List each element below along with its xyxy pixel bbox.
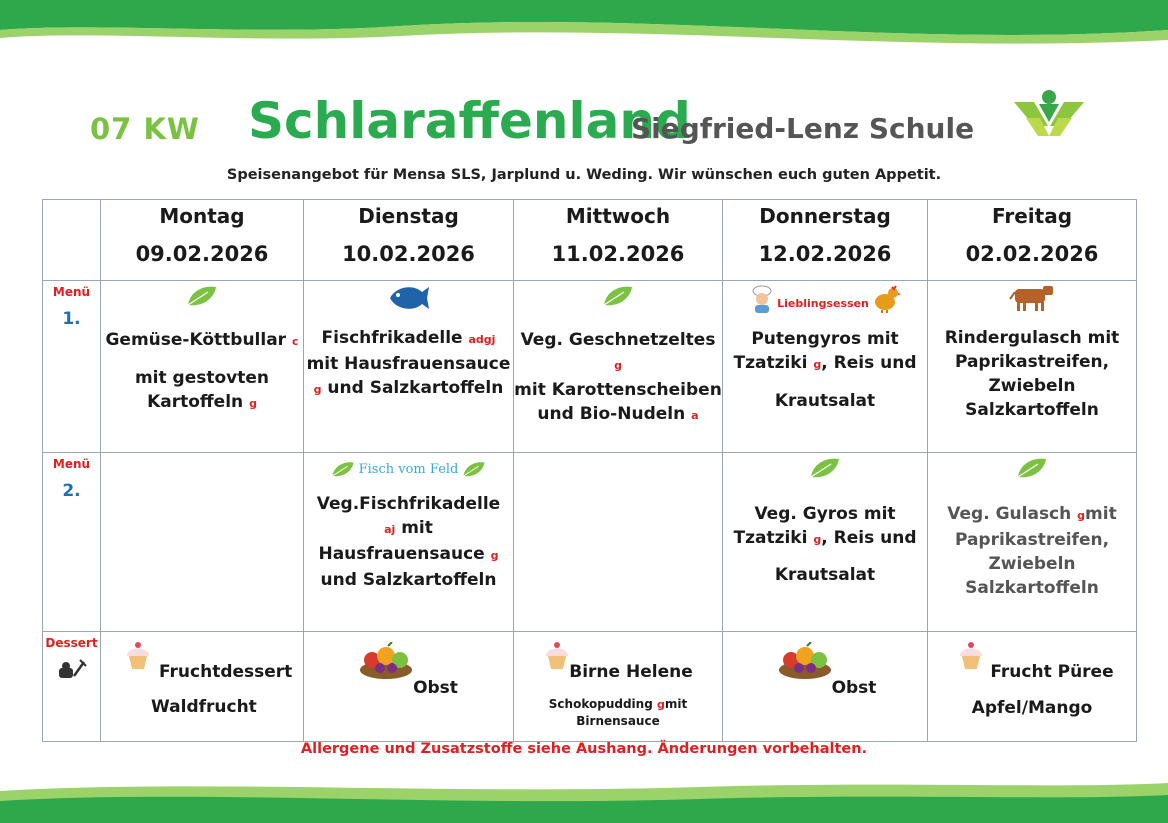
dessert-tuesday: Obst: [304, 632, 514, 742]
day-header-monday: Montag 09.02.2026: [101, 200, 304, 281]
dessert-wednesday: Birne Helene Schokopudding gmit Birnensauce: [514, 632, 723, 742]
fruit-basket-icon: [358, 642, 414, 680]
day-header-thursday: Donnerstag 12.02.2026: [723, 200, 928, 281]
day-header-tuesday: Dienstag 10.02.2026: [304, 200, 514, 281]
dessert-thursday: Obst: [723, 632, 928, 742]
corner-cell: [43, 200, 101, 281]
fish-icon: [388, 283, 430, 313]
fruit-basket-icon: [777, 642, 833, 680]
week-label: 07 KW: [90, 112, 200, 146]
dessert-icon: [56, 656, 88, 682]
menu2-wednesday: [514, 453, 723, 632]
day-header-friday: Freitag 02.02.2026: [928, 200, 1137, 281]
day-header-wednesday: Mittwoch 11.02.2026: [514, 200, 723, 281]
dessert-friday: Frucht Püree Apfel/Mango: [928, 632, 1137, 742]
row-label-menu1: Menü 1.: [43, 281, 101, 453]
leaf-icon: [809, 457, 841, 481]
chef-icon: [749, 285, 775, 313]
menu2-friday: Veg. Gulasch gmit Paprikastreifen, Zwiebeln Salzkartoffeln: [928, 453, 1137, 632]
dessert-monday: Fruchtdessert Waldfrucht: [101, 632, 304, 742]
row-label-dessert: Dessert: [43, 632, 101, 742]
top-wave-banner: [0, 0, 1168, 52]
school-name: Siegfried-Lenz Schule: [631, 112, 975, 145]
cupcake-icon: [125, 640, 151, 670]
leaf-icon: [331, 461, 355, 479]
allergen-note: Allergene und Zusatzstoffe siehe Aushang. Änderungen vorbehalten.: [300, 741, 868, 757]
menu1-thursday: Lieblingsessen Putengyros mit Tzatziki g, Reis und Krautsalat: [723, 281, 928, 453]
page-title: Schlaraffenland: [248, 92, 691, 150]
fisch-vom-feld-badge: Fisch vom Feld: [358, 462, 459, 477]
cow-icon: [1009, 283, 1055, 311]
chicken-icon: [871, 285, 901, 313]
favorite-badge: Lieblingsessen: [777, 297, 869, 310]
menu1-friday: Rindergulasch mit Paprikastreifen, Zwiebeln Salzkartoffeln: [928, 281, 1137, 453]
menu1-tuesday: Fischfrikadelle adgj mit Hausfrauensauce g und Salzkartoffeln: [304, 281, 514, 453]
logo-icon: [1014, 88, 1084, 142]
menu1-monday: Gemüse-Köttbullar c mit gestovten Kartoffeln g: [101, 281, 304, 453]
row-label-menu2: Menü 2.: [43, 453, 101, 632]
tagline: Speisenangebot für Mensa SLS, Jarplund u. Weding. Wir wünschen euch guten Appetit.: [226, 167, 942, 183]
leaf-icon: [1016, 457, 1048, 481]
leaf-icon: [602, 285, 634, 309]
menu2-tuesday: Fisch vom Feld Veg.Fischfrikadelle aj mit Hausfrauensauce g und Salzkartoffeln: [304, 453, 514, 632]
leaf-icon: [462, 461, 486, 479]
menu2-monday: [101, 453, 304, 632]
menu-table: [42, 199, 1137, 742]
leaf-icon: [186, 285, 218, 309]
menu1-wednesday: Veg. Geschnetzeltes g mit Karottenscheiben und Bio-Nudeln a: [514, 281, 723, 453]
menu2-thursday: Veg. Gyros mit Tzatziki g, Reis und Krautsalat: [723, 453, 928, 632]
bottom-wave-banner: [0, 777, 1168, 823]
